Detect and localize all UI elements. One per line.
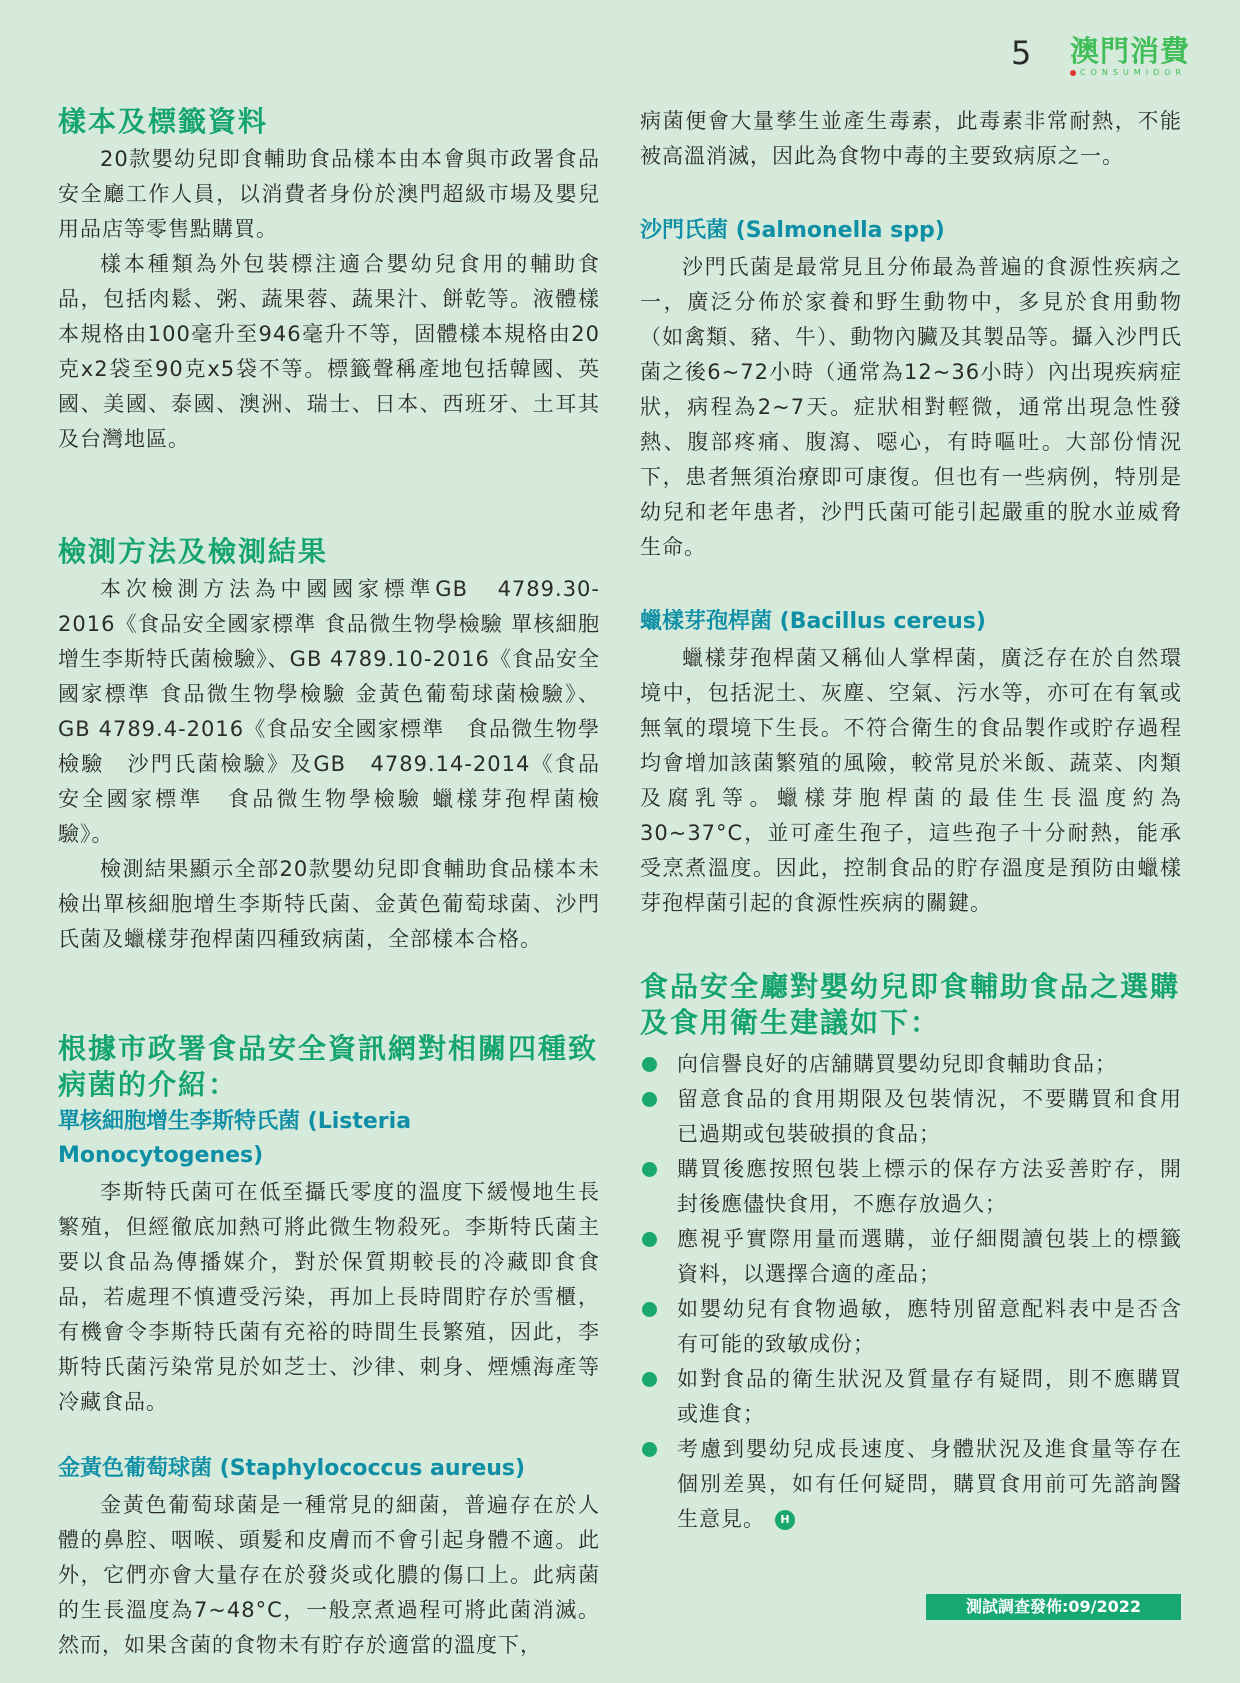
consumer-council-logo	[1070, 34, 1191, 78]
bullet-icon	[642, 1232, 657, 1247]
subtitle-listeria: 單核細胞增生李斯特氏菌 (Listeria Monocytogenes)	[58, 1109, 412, 1168]
list-item-text: 如嬰幼兒有食物過敏，應特別留意配料表中是否含有可能的致敏成份；	[677, 1297, 1182, 1356]
list-item-text: 向信譽良好的店舖購買嬰幼兒即食輔助食品；	[677, 1052, 1117, 1076]
paragraph: 蠟樣芽孢桿菌又稱仙人掌桿菌，廣泛存在於自然環境中，包括泥土、灰塵、空氣、污水等，亦可在有氧或無氧的環境下生長。不符合衛生的食品製作或貯存過程均會增加該菌繁殖的風險，較常見於米飯、蔬菜、肉類及腐乳等。蠟樣芽胞桿菌的最佳生長溫度約為30~37°C，並可產生孢子，這些孢子十分耐熱，能承受烹煮溫度。因此，控制食品的貯存溫度是預防由蠟樣芽孢桿菌引起的食源性疾病的關鍵。	[640, 646, 1182, 915]
bullet-icon	[642, 1162, 657, 1177]
page-number: 5	[1011, 34, 1032, 72]
list-item-text: 購買後應按照包裝上標示的保存方法妥善貯存，開封後應儘快食用，不應存放過久；	[677, 1157, 1182, 1216]
logo-subtitle	[1070, 68, 1185, 77]
subtitle-salmonella: 沙門氏菌 (Salmonella spp)	[640, 218, 945, 243]
paragraph: 檢測結果顯示全部20款嬰幼兒即食輔助食品樣本未檢出單核細胞增生李斯特氏菌、金黃色葡萄球菌、沙門氏菌及蠟樣芽孢桿菌四種致病菌，全部樣本合格。	[58, 857, 600, 951]
bullet-icon	[642, 1057, 657, 1072]
section-title-test-method: 檢測方法及檢測結果	[58, 535, 329, 568]
paragraph: 20款嬰幼兒即食輔助食品樣本由本會與市政署食品安全廳工作人員，以消費者身份於澳門超級市場及嬰兒用品店等零售點購買。	[58, 147, 600, 241]
paragraph: 金黃色葡萄球菌是一種常見的細菌，普遍存在於人體的鼻腔、咽喉、頭髮和皮膚而不會引起身體不適。此外，它們亦會大量存在於發炎或化膿的傷口上。此病菌的生長溫度為7~48°C，一般烹煮過程可將此菌消滅。然而，如果含菌的食物未有貯存於適當的溫度下，	[58, 1493, 600, 1657]
list-item	[640, 1082, 1182, 1152]
subtitle-staphylococcus: 金黃色葡萄球菌 (Staphylococcus aureus)	[58, 1456, 526, 1481]
right-column	[640, 104, 1182, 1537]
paragraph: 病菌便會大量孳生並產生毒素，此毒素非常耐熱，不能被高溫消滅，因此為食物中毒的主要致病原之一。	[640, 109, 1182, 168]
list-item	[640, 1222, 1182, 1292]
subtitle-bacillus: 蠟樣芽孢桿菌 (Bacillus cereus)	[640, 609, 986, 634]
bullet-icon	[642, 1372, 657, 1387]
section-title-sample-info: 樣本及標籤資料	[58, 105, 269, 138]
list-item-text: 應視乎實際用量而選購，並仔細閱讀包裝上的標籤資料，以選擇合適的產品；	[677, 1227, 1182, 1286]
list-item	[640, 1047, 1182, 1082]
logo-title: 澳門消費	[1070, 34, 1191, 68]
left-column	[58, 104, 600, 1663]
logo-subtitle-text: CONSUMIDOR	[1080, 68, 1187, 77]
paragraph: 李斯特氏菌可在低至攝氏零度的溫度下緩慢地生長繁殖，但經徹底加熱可將此微生物殺死。李斯特氏菌主要以食品為傳播媒介，對於保質期較長的冷藏即食食品，若處理不慎遭受污染，再加上長時間貯存於雪櫃，有機會令李斯特氏菌有充裕的時間生長繁殖，因此，李斯特氏菌污染常見於如芝士、沙律、刺身、煙燻海產等冷藏食品。	[58, 1180, 600, 1414]
list-item	[640, 1362, 1182, 1432]
paragraph: 樣本種類為外包裝標注適合嬰幼兒食用的輔助食品，包括肉鬆、粥、蔬果蓉、蔬果汁、餅乾等。液體樣本規格由100毫升至946毫升不等，固體樣本規格由20克x2袋至90克x5袋不等。標籤聲稱產地包括韓國、英國、美國、泰國、澳洲、瑞士、日本、西班牙、土耳其及台灣地區。	[58, 252, 600, 451]
bullet-icon	[642, 1442, 657, 1457]
publication-date-tag: 測試調查發佈:09/2022	[926, 1594, 1181, 1620]
bullet-icon	[642, 1302, 657, 1317]
list-item-text: 留意食品的食用期限及包裝情況，不要購買和食用已過期或包裝破損的食品；	[677, 1087, 1182, 1146]
list-item	[640, 1432, 1182, 1537]
section-title-advice: 食品安全廳對嬰幼兒即食輔助食品之選購及食用衛生建議如下：	[640, 970, 1181, 1039]
end-of-article-icon: H	[775, 1510, 795, 1530]
section-title-pathogens-intro: 根據市政署食品安全資訊網對相關四種致病菌的介紹：	[58, 1032, 599, 1101]
advice-list	[640, 1047, 1182, 1537]
list-item	[640, 1292, 1182, 1362]
paragraph: 沙門氏菌是最常見且分佈最為普遍的食源性疾病之一，廣泛分佈於家養和野生動物中，多見於食用動物（如禽類、豬、牛）、動物內臟及其製品等。攝入沙門氏菌之後6~72小時（通常為12~36小時）內出現疾病症狀，病程為2~7天。症狀相對輕微，通常出現急性發熱、腹部疼痛、腹瀉、噁心，有時嘔吐。大部份情況下，患者無須治療即可康復。但也有一些病例，特別是幼兒和老年患者，沙門氏菌可能引起嚴重的脫水並威脅生命。	[640, 255, 1182, 559]
bullet-icon	[642, 1092, 657, 1107]
list-item-text: 如對食品的衛生狀況及質量存有疑問，則不應購買或進食；	[677, 1367, 1182, 1426]
logo-dot-icon	[1070, 70, 1076, 76]
list-item-text: 考慮到嬰幼兒成長速度、身體狀況及進食量等存在個別差異，如有任何疑問，購買食用前可先諮詢醫生意見。	[677, 1437, 1182, 1531]
list-item	[640, 1152, 1182, 1222]
paragraph: 本次檢測方法為中國國家標準GB 4789.30-2016《食品安全國家標準 食品微生物學檢驗 單核細胞增生李斯特氏菌檢驗》、GB 4789.10-2016《食品安全國家標準 食品微生物學檢驗 金黃色葡萄球菌檢驗》、GB 4789.4-2016《食品安全國家標準 食品微生物學檢驗 沙門氏菌檢驗》及GB 4789.14-2014《食品安全國家標準 食品微生物學檢驗 蠟樣芽孢桿菌檢驗》。	[58, 577, 600, 846]
